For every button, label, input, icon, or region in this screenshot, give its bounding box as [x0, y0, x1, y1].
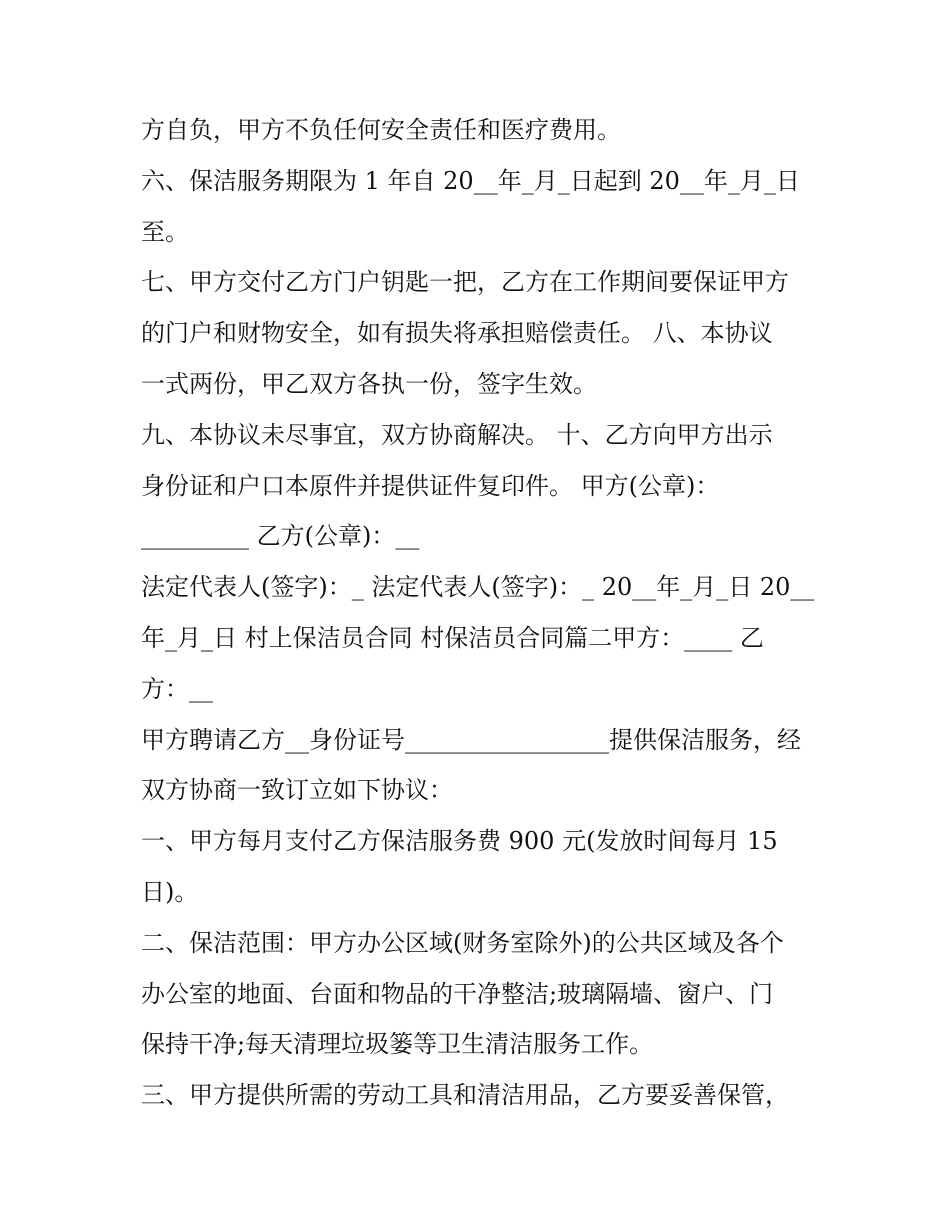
text-line: 六、保洁服务期限为 1 年自 20__年_月_日起到 20__年_月_日: [141, 166, 800, 195]
text-line: 七、甲方交付乙方门户钥匙一把，乙方在工作期间要保证甲方: [141, 268, 789, 297]
text-line: 一、甲方每月支付乙方保洁服务费 900 元(发放时间每月 15: [141, 827, 778, 856]
text-line: 年_月_日 村上保洁员合同 村保洁员合同篇二甲方：____ 乙: [141, 623, 764, 652]
text-line: 日)。: [141, 877, 199, 906]
text-line: 三、甲方提供所需的劳动工具和清洁用品，乙方要妥善保管，: [141, 1081, 789, 1110]
text-line: 法定代表人(签字)：_ 法定代表人(签字)：_ 20__年_月_日 20__: [141, 573, 815, 602]
text-line: 一式两份，甲乙双方各执一份，签字生效。: [141, 369, 597, 398]
text-line: 双方协商一致订立如下协议：: [141, 776, 453, 805]
text-line: 方：__: [141, 674, 213, 703]
text-line: 至。: [141, 217, 189, 246]
text-line: 二、保洁范围：甲方办公区域(财务室除外)的公共区域及各个: [141, 928, 784, 957]
text-line: 的门户和财物安全，如有损失将承担赔偿责任。 八、本协议: [141, 319, 773, 348]
text-line: _________ 乙方(公章)：__: [141, 522, 420, 551]
text-line: 方自负，甲方不负任何安全责任和医疗费用。: [141, 116, 621, 144]
text-line: 办公室的地面、台面和物品的干净整洁;玻璃隔墙、窗户、门: [141, 979, 774, 1008]
text-line: 甲方聘请乙方__身份证号_________________提供保洁服务，经: [141, 725, 801, 754]
text-line: 身份证和户口本原件并提供证件复印件。 甲方(公章)：: [141, 471, 720, 500]
text-line: 保持干净;每天清理垃圾篓等卫生清洁服务工作。: [141, 1030, 654, 1059]
contract-text: [141, 105, 821, 1121]
text-line: 九、本协议未尽事宜，双方协商解决。 十、乙方向甲方出示: [141, 420, 773, 449]
